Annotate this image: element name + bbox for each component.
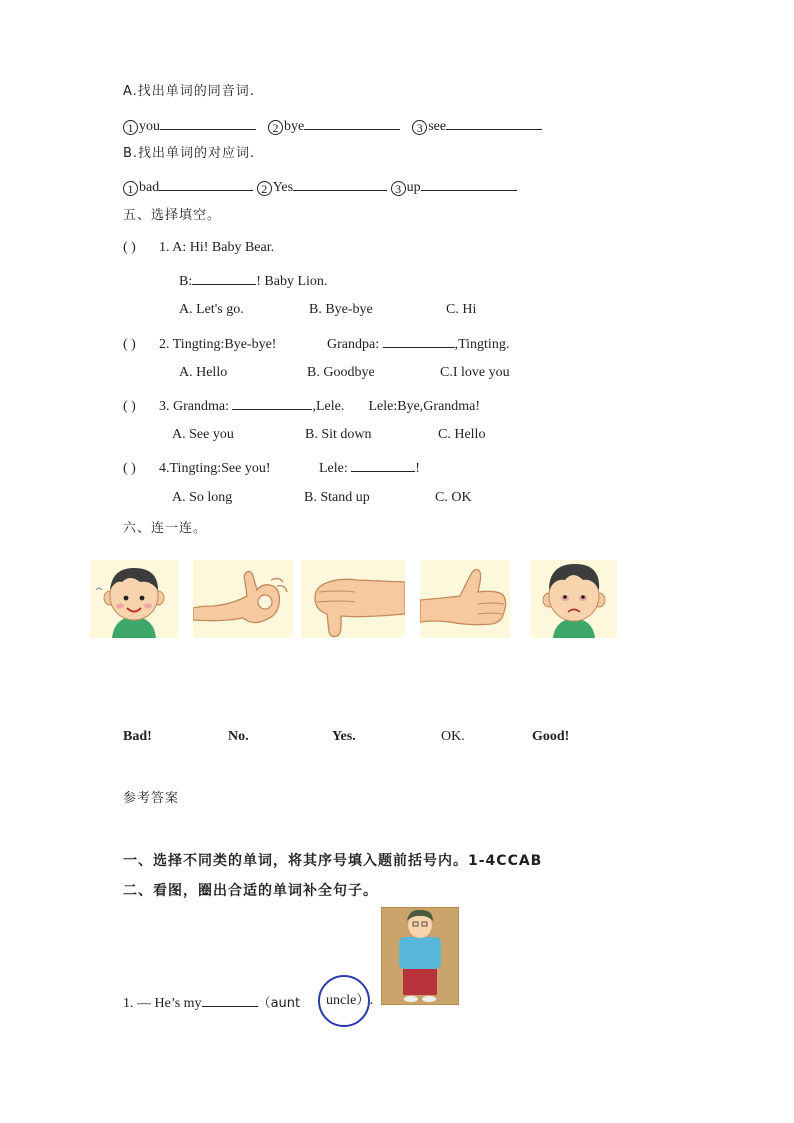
circled-number: 3 [391, 181, 406, 196]
answer-blank[interactable] [293, 176, 387, 191]
question-text: ! Baby Lion. [256, 274, 328, 289]
sad-boy-picture[interactable] [531, 560, 617, 638]
match-label-ok: OK. [441, 729, 465, 744]
circled-number: 1 [123, 181, 138, 196]
word: Yes [272, 180, 294, 195]
match-label-bad: Bad! [123, 729, 152, 744]
option-uncle-circled: uncle [326, 993, 357, 1008]
circled-number: 3 [412, 120, 427, 135]
answer-blank[interactable] [160, 115, 256, 130]
speaker: B: [179, 274, 193, 289]
section-b-items [123, 176, 517, 197]
question-1-options [179, 301, 476, 319]
answer-blank[interactable] [421, 176, 517, 191]
answer-paren[interactable]: ( ) [123, 399, 136, 414]
section-6-title: 六、连一连。 [123, 521, 208, 536]
circled-number: 2 [268, 120, 283, 135]
ok-hand-picture[interactable] [193, 560, 293, 638]
section-b-title: B.找出单词的对应词. [123, 146, 256, 161]
word: you [139, 119, 160, 134]
question-text: ! [415, 461, 420, 476]
option-b[interactable]: B. Bye-bye [309, 302, 373, 317]
question-1-reply [179, 270, 327, 291]
circled-number: 1 [123, 120, 138, 135]
thumbs-down-picture[interactable] [301, 560, 405, 638]
match-label-good: Good! [532, 729, 570, 744]
answer-paren[interactable]: ( ) [123, 337, 136, 352]
question-3 [123, 395, 480, 416]
question-text: ,Tingting. [454, 337, 510, 352]
happy-boy-picture[interactable] [90, 560, 178, 638]
option-c[interactable]: C. OK [435, 490, 472, 505]
question-text: Lele:Bye,Grandma! [368, 399, 481, 414]
option-a[interactable]: A. See you [172, 427, 234, 442]
answer-blank[interactable] [446, 115, 542, 130]
question-2-options [179, 364, 510, 382]
word: see [428, 119, 447, 134]
speaker: Lele: [319, 461, 348, 476]
option-a[interactable]: A. Let's go. [179, 302, 244, 317]
match-label-yes: Yes. [332, 729, 356, 744]
question-1 [123, 239, 274, 257]
option-b[interactable]: B. Stand up [304, 490, 370, 505]
match-label-no: No. [228, 729, 249, 744]
option-a[interactable]: A. Hello [179, 365, 228, 380]
answer-blank[interactable] [192, 270, 256, 285]
speaker: 3. Grandma: [159, 399, 229, 414]
word: up [406, 180, 421, 195]
answer-question-1 [123, 992, 300, 1013]
option-c[interactable]: C. Hi [446, 302, 477, 317]
answer-paren[interactable]: ( ) [123, 240, 136, 255]
answer-line-2: 二、看图，圈出合适的单词补全句子。 [123, 883, 378, 899]
answer-line-1: 一、选择不同类的单词，将其序号填入题前括号内。1-4CCAB [123, 853, 543, 869]
question-text: 1. A: Hi! Baby Bear. [159, 240, 275, 255]
section-5-title: 五、选择填空。 [123, 208, 222, 223]
option-a[interactable]: A. So long [172, 490, 233, 505]
answer-blank[interactable] [232, 395, 312, 410]
question-text: 1. — He’s my [123, 996, 202, 1011]
answer-blank[interactable] [383, 333, 455, 348]
question-4 [123, 457, 420, 478]
question-text: 2. Tingting:Bye-bye! [159, 337, 277, 352]
question-4-options [172, 489, 472, 507]
closing-paren: ）. [356, 993, 374, 1008]
answer-blank[interactable] [304, 115, 400, 130]
answer-blank[interactable] [202, 992, 258, 1007]
speaker: Grandpa: [327, 337, 380, 352]
option-b[interactable]: B. Goodbye [307, 365, 375, 380]
answers-title: 参考答案 [123, 791, 180, 806]
word: bad [139, 180, 160, 195]
answer-blank[interactable] [159, 176, 253, 191]
question-3-options [172, 426, 485, 444]
answer-question-1-circled [326, 992, 373, 1010]
answer-blank[interactable] [351, 457, 415, 472]
section-a-title: A.找出单词的同音词. [123, 84, 255, 99]
section-a-items [123, 115, 542, 136]
uncle-picture [381, 907, 459, 1005]
word: bye [284, 119, 305, 134]
question-text: ,Lele. [312, 399, 345, 414]
option-c[interactable]: C. Hello [438, 427, 486, 442]
option-aunt: （aunt [257, 996, 301, 1011]
circled-number: 2 [257, 181, 272, 196]
thumbs-up-picture[interactable] [420, 560, 510, 638]
option-b[interactable]: B. Sit down [305, 427, 372, 442]
answer-paren[interactable]: ( ) [123, 461, 136, 476]
question-text: 4.Tingting:See you! [159, 461, 271, 476]
question-2 [123, 333, 509, 354]
option-c[interactable]: C.I love you [440, 365, 510, 380]
